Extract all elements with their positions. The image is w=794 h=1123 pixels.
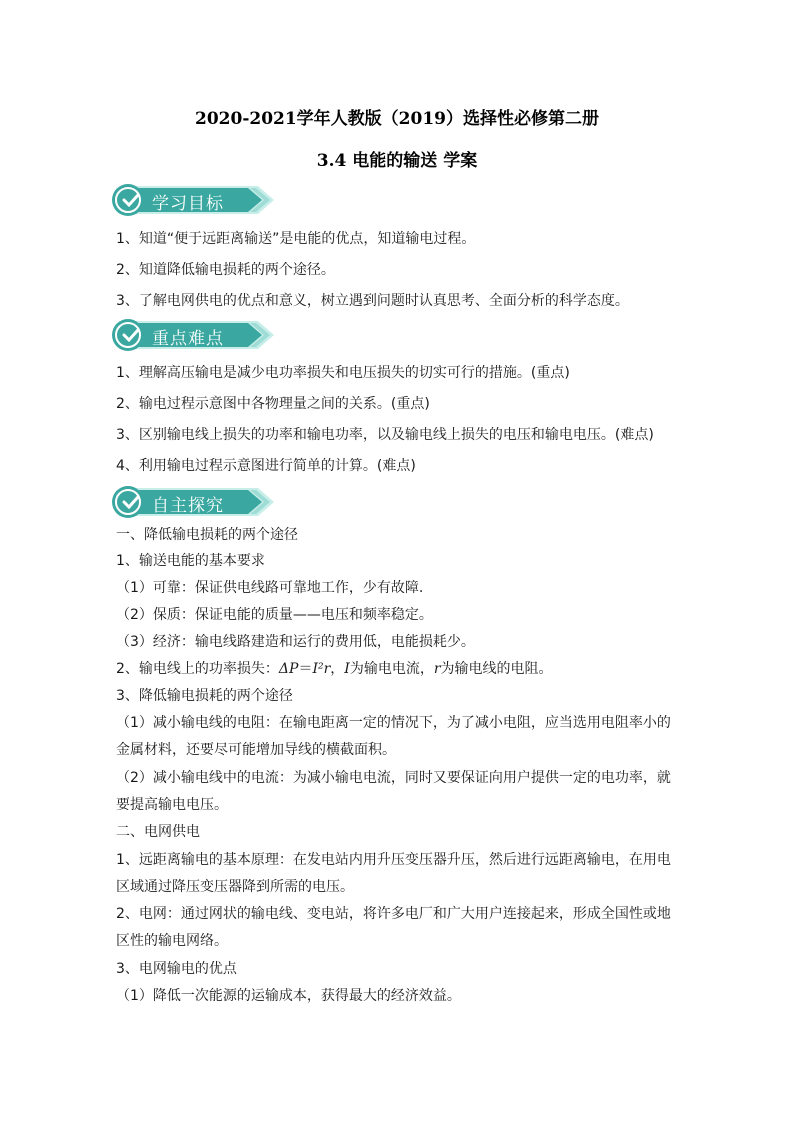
document-title: 2020-2021学年人教版（2019）选择性必修第二册 [195,109,599,129]
section-label-explore: 自主探究 [152,496,224,516]
explore-line: 区域通过降压变压器降到所需的电压。 [116,879,354,895]
formula-r: r [433,661,441,677]
explore-line: 3、电网输电的优点 [116,961,237,977]
explore-line: 1、输送电能的基本要求 [116,553,265,569]
check-circle-icon [116,185,146,215]
formula-i-desc: 为输电电流， [349,661,434,677]
explore-line: （1）降低一次能源的运输成本，获得最大的经济效益。 [116,988,461,1004]
section-banner-goals [108,182,278,218]
goal-item: 2、知道降低输电损耗的两个途径。 [116,262,335,278]
explore-line: 1、远距离输电的基本原理：在发电站内用升压变压器升压，然后进行远距离输电，在用电 [116,852,671,868]
explore-line: （2）减小输电线中的电流：为减小输电电流，同时又要保证向用户提供一定的电功率，就 [116,770,671,786]
explore-heading: 一、降低输电损耗的两个途径 [116,527,298,543]
formula-i: I [344,661,350,677]
formula-sep: ， [330,661,345,677]
explore-line: （1）可靠：保证供电线路可靠地工作，少有故障. [116,580,424,596]
explore-line: 金属材料，还要尽可能增加导线的横截面积。 [116,742,396,758]
check-circle-icon [116,487,146,517]
explore-line: 要提高输电电压。 [116,797,228,813]
section-label-keypoints: 重点难点 [152,329,224,349]
goal-item: 1、知道“便于远距离输送”是电能的优点，知道输电过程。 [116,231,476,247]
explore-line: 3、降低输电损耗的两个途径 [116,688,293,704]
explore-heading: 二、电网供电 [116,824,200,840]
keypoint-item: 4、利用输电过程示意图进行简单的计算。(难点) [116,458,416,474]
formula-expr: I²r [312,661,331,677]
explore-line: 2、电网：通过网状的输电线、变电站，将许多电厂和广大用户连接起来，形成全国性或地 [116,906,671,922]
formula-r-desc: 为输电线的电阻。 [440,661,553,677]
explore-line: （3）经济：输电线路建造和运行的费用低，电能损耗少。 [116,634,475,650]
section-label-goals: 学习目标 [152,194,224,214]
goal-item: 3、了解电网供电的优点和意义，树立遇到问题时认真思考、全面分析的科学态度。 [116,293,629,309]
explore-line: 区性的输电网络。 [116,933,228,949]
check-circle-icon [116,320,146,350]
formula-prefix: 2、输电线上的功率损失： [116,661,279,677]
section-banner-keypoints [108,317,278,353]
formula-delta-p: ΔP [278,661,299,677]
explore-line: （1）减小输电线的电阻：在输电距离一定的情况下，为了减小电阻，应当选用电阻率小的 [116,715,671,731]
keypoint-item: 1、理解高压输电是减少电功率损失和电压损失的切实可行的措施。(重点) [116,365,570,381]
power-loss-formula-line [116,660,553,678]
formula-equals: ＝ [298,661,313,677]
keypoint-item: 3、区别输电线上损失的功率和输电功率，以及输电线上损失的电压和输电电压。(难点) [116,427,654,443]
explore-line: （2）保质：保证电能的质量——电压和频率稳定。 [116,607,433,623]
section-banner-explore [108,484,278,520]
document-subtitle: 3.4 电能的输送 学案 [316,151,478,171]
keypoint-item: 2、输电过程示意图中各物理量之间的关系。(重点) [116,396,430,412]
